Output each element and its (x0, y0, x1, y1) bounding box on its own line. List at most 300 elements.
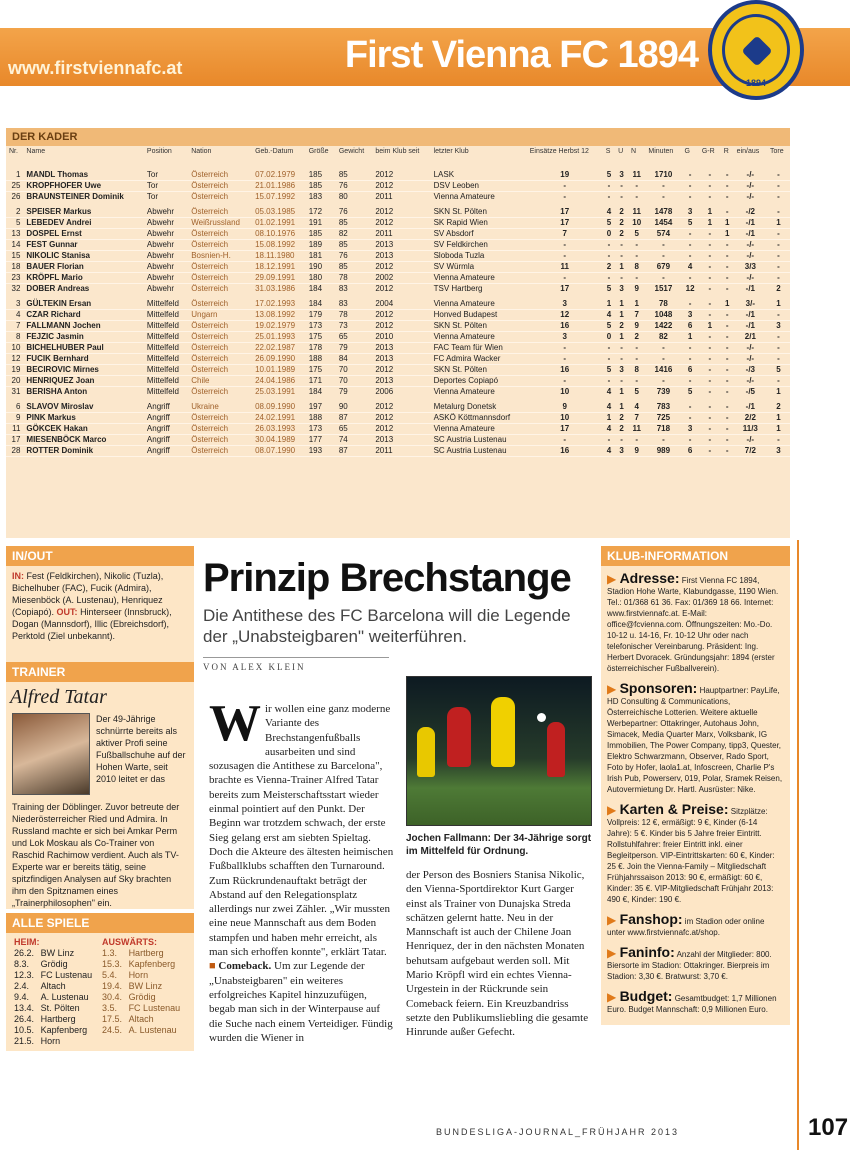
table-cell: - (628, 192, 645, 205)
table-cell: Angriff (144, 400, 188, 413)
dropcap: W (209, 695, 261, 752)
table-cell: - (721, 273, 734, 284)
fixture-row (12, 1036, 188, 1047)
table-cell: 15 (6, 251, 23, 262)
table-cell: 6 (681, 365, 698, 376)
table-cell: Österreich (188, 181, 252, 192)
page-number: 107 (808, 1114, 849, 1141)
table-cell: 184 (306, 387, 336, 400)
table-cell: - (645, 240, 681, 251)
article-subhead: Die Antithese des FC Barcelona will die Legende der „Unabsteigbaren" weiterführen. (203, 606, 571, 646)
table-cell: 80 (336, 192, 372, 205)
table-cell: Österreich (188, 229, 252, 240)
table-cell: - (527, 354, 603, 365)
table-row (6, 170, 790, 181)
table-cell: 2012 (372, 424, 430, 435)
table-cell: 19 (6, 365, 23, 376)
table-cell: - (699, 284, 721, 297)
fixture-cell: Grödig (128, 992, 156, 1002)
table-row (6, 332, 790, 343)
table-cell: 3 (615, 170, 628, 181)
table-cell: 172 (306, 205, 336, 218)
table-cell: 82 (645, 332, 681, 343)
table-cell: - (603, 240, 615, 251)
table-cell: Vienna Amateure (431, 332, 527, 343)
fixture-cell: 3.5. (101, 1003, 117, 1013)
table-cell: - (527, 435, 603, 446)
table-cell: Abwehr (144, 251, 188, 262)
table-cell: -/1 (734, 400, 767, 413)
triangle-icon: ▶ (607, 990, 620, 1004)
table-cell: Tor (144, 192, 188, 205)
table-row (6, 262, 790, 273)
table-cell: - (721, 251, 734, 262)
table-cell: 2 (615, 229, 628, 240)
table-cell: -/1 (734, 310, 767, 321)
fixture-cell: Horn (40, 1036, 61, 1046)
table-cell: 65 (336, 332, 372, 343)
table-cell: 87 (336, 446, 372, 457)
table-cell: 2 (615, 413, 628, 424)
fixture-cell (127, 1036, 188, 1047)
table-cell: 2 (6, 205, 23, 218)
table-cell: 173 (306, 321, 336, 332)
table-cell: 739 (645, 387, 681, 400)
comeback-label: Comeback. (218, 960, 272, 973)
table-cell: - (615, 240, 628, 251)
table-cell: - (767, 376, 790, 387)
table-cell: - (628, 181, 645, 192)
table-cell: PINK Markus (23, 413, 143, 424)
table-cell: - (767, 343, 790, 354)
table-cell: - (699, 424, 721, 435)
table-cell: Abwehr (144, 218, 188, 229)
table-cell: - (767, 310, 790, 321)
table-cell: - (699, 297, 721, 310)
table-cell: 1416 (645, 365, 681, 376)
table-cell: - (699, 273, 721, 284)
table-cell: 79 (336, 387, 372, 400)
table-cell: Österreich (188, 446, 252, 457)
table-cell: Angriff (144, 424, 188, 435)
table-cell: - (699, 192, 721, 205)
table-cell: SKN St. Pölten (431, 365, 527, 376)
club-logo-icon (708, 0, 804, 100)
column-header: Position (146, 148, 172, 155)
table-cell: 19.02.1979 (252, 321, 306, 332)
column-header: beim Klub seit (375, 148, 420, 155)
table-cell: 574 (645, 229, 681, 240)
table-cell: 7 (628, 413, 645, 424)
fixture-cell: 19.4. (101, 981, 123, 991)
table-cell: FAC Team für Wien (431, 343, 527, 354)
table-cell: -/3 (734, 365, 767, 376)
table-cell: - (527, 181, 603, 192)
table-cell: Österreich (188, 354, 252, 365)
club-url[interactable]: www.firstviennafc.at (8, 58, 183, 78)
table-cell: -/2 (734, 205, 767, 218)
article-byline: VON ALEX KLEIN (203, 657, 389, 672)
triangle-icon: ▶ (607, 682, 620, 696)
table-cell: 24.04.1986 (252, 376, 306, 387)
table-cell: - (527, 273, 603, 284)
fixtures-title: ALLE SPIELE (6, 913, 194, 933)
table-cell: TSV Hartberg (431, 284, 527, 297)
table-cell: - (681, 354, 698, 365)
table-cell: 3 (527, 332, 603, 343)
table-cell: 2012 (372, 262, 430, 273)
table-cell: Österreich (188, 424, 252, 435)
table-cell: - (681, 229, 698, 240)
article-headline: Prinzip Brechstange (203, 556, 571, 600)
table-cell: 3 (615, 284, 628, 297)
table-cell: 1048 (645, 310, 681, 321)
table-cell: 5 (603, 321, 615, 332)
column-header: Minuten (648, 148, 674, 155)
table-cell: 70 (336, 365, 372, 376)
table-cell: 9 (6, 413, 23, 424)
fixture-cell: 15.3. (101, 959, 123, 969)
table-row (6, 400, 790, 413)
table-cell: 22.02.1987 (252, 343, 306, 354)
squad-table-box (6, 128, 790, 538)
table-cell: Mittelfeld (144, 310, 188, 321)
table-cell: 8 (628, 262, 645, 273)
table-cell: - (628, 376, 645, 387)
table-cell: SKN St. Pölten (431, 205, 527, 218)
column-header: Tore (769, 148, 784, 155)
fixture-cell: 9.4. (14, 992, 30, 1002)
table-cell: - (628, 240, 645, 251)
table-cell: -/- (734, 376, 767, 387)
table-cell: 1422 (645, 321, 681, 332)
table-cell: Vienna Amateure (431, 297, 527, 310)
table-cell: 76 (336, 205, 372, 218)
fixture-cell: Kapfenberg (40, 1025, 88, 1035)
table-cell: - (721, 181, 734, 192)
fixture-cell: 2.4. (14, 981, 30, 991)
table-cell: - (767, 192, 790, 205)
table-cell: - (681, 376, 698, 387)
journal-footer: BUNDESLIGA-JOURNAL_FRÜHJAHR 2013 (436, 1127, 680, 1137)
table-cell: Österreich (188, 332, 252, 343)
table-cell: - (603, 273, 615, 284)
table-cell: - (721, 400, 734, 413)
table-cell: - (767, 170, 790, 181)
table-cell: 2012 (372, 365, 430, 376)
table-cell: 1 (615, 262, 628, 273)
info-section (607, 680, 784, 795)
table-cell: HENRIQUEZ Joan (23, 376, 143, 387)
table-cell: 01.02.1991 (252, 218, 306, 229)
table-cell: 1 (615, 400, 628, 413)
table-cell: Chile (188, 376, 252, 387)
fixture-cell: FC Lustenau (40, 970, 93, 980)
table-cell: 17 (527, 284, 603, 297)
table-cell: -/- (734, 240, 767, 251)
in-label: IN: (12, 571, 24, 581)
table-cell: - (721, 321, 734, 332)
table-cell: 1454 (645, 218, 681, 229)
table-cell: Vienna Amateure (431, 424, 527, 435)
table-cell: -/- (734, 343, 767, 354)
table-cell: - (681, 273, 698, 284)
table-cell: 73 (336, 321, 372, 332)
table-cell: 25.03.1991 (252, 387, 306, 400)
info-key: Fanshop: (619, 911, 683, 927)
table-cell: - (721, 376, 734, 387)
column-header: G (684, 148, 690, 155)
info-text: im Stadion oder online unter www.firstviennafc.at/shop. (607, 917, 765, 937)
table-cell: Angriff (144, 413, 188, 424)
table-cell: 12 (527, 310, 603, 321)
table-cell: - (721, 262, 734, 273)
table-cell: 2012 (372, 310, 430, 321)
table-cell: 23 (6, 273, 23, 284)
table-cell: 189 (306, 240, 336, 251)
table-row (6, 376, 790, 387)
table-cell: 178 (306, 343, 336, 354)
table-cell: ROTTER Dominik (23, 446, 143, 457)
away-label: AUSWÄRTS: (101, 937, 157, 947)
column-header: Name (26, 148, 46, 155)
fixture-cell: FC Lustenau (128, 1003, 181, 1013)
table-cell: FEST Gunnar (23, 240, 143, 251)
column-header: Größe (308, 148, 329, 155)
table-cell: 5 (628, 229, 645, 240)
table-cell: -/- (734, 170, 767, 181)
table-cell: Österreich (188, 343, 252, 354)
table-cell: 181 (306, 251, 336, 262)
table-cell: 4 (681, 262, 698, 273)
table-cell: BRAUNSTEINER Dominik (23, 192, 143, 205)
inout-body (6, 566, 194, 662)
table-cell: 79 (336, 343, 372, 354)
table-cell: 3 (681, 310, 698, 321)
table-row (6, 365, 790, 376)
table-cell: 2 (767, 284, 790, 297)
table-cell: 1 (767, 218, 790, 229)
table-cell: 2 (603, 262, 615, 273)
table-cell: - (721, 284, 734, 297)
column-header: Geb.-Datum (255, 148, 294, 155)
table-cell: - (603, 181, 615, 192)
table-cell: - (767, 435, 790, 446)
table-cell: 08.09.1990 (252, 400, 306, 413)
table-cell: 2012 (372, 321, 430, 332)
fixture-cell: 1.3. (101, 948, 117, 958)
home-label: HEIM: (14, 937, 40, 947)
table-cell: FUCIK Bernhard (23, 354, 143, 365)
squad-table (6, 146, 790, 457)
fixture-cell: Kapfenberg (128, 959, 176, 969)
club-info-title: KLUB-INFORMATION (601, 546, 790, 566)
table-cell: - (645, 251, 681, 262)
trainer-text-2: Training der Döblinger. Zuvor betreute der Niederösterreicher Ried und Admira. In Russland machte er sich bei Amkar Perm und Lok Moskau als Co-Trainer von Raschid Rachimow verdient. Auch als TV-Experte war er bereits tätig, seine spitzfindigen Analysen auf Sky brachten ihm den Spitznamen eines „Trainerphilosophen" ein. (12, 802, 180, 908)
table-cell: 2 (615, 321, 628, 332)
table-cell: BAUER Florian (23, 262, 143, 273)
table-cell: 173 (306, 424, 336, 435)
fixture-cell: A. Lustenau (128, 1025, 177, 1035)
table-cell: 10.01.1989 (252, 365, 306, 376)
club-info-body (601, 566, 790, 1025)
fixture-cell: 30.4. (101, 992, 123, 1002)
table-cell: - (603, 251, 615, 262)
table-cell: 1 (721, 229, 734, 240)
table-cell: Vienna Amateure (431, 192, 527, 205)
table-cell: Deportes Copiapó (431, 376, 527, 387)
table-cell: 18.11.1980 (252, 251, 306, 262)
info-text: Gesamtbudget: 1,7 Millionen Euro. Budget Mannschaft: 0,9 Millionen Euro. (607, 994, 777, 1014)
column-header: ein/aus (736, 148, 760, 155)
table-cell: - (645, 273, 681, 284)
fixture-cell: 26.4. (14, 1014, 35, 1024)
table-cell: - (681, 240, 698, 251)
article-para-1: ir wollen eine ganz moderne Variante des Brechstangenfußballs ausarbeiten und sind sozusagen die Antithese zu Barcelona", brachte es Vienna-Trainer Alfred Tatar bereits zum Meisterschaftsstart wieder einmal pointiert auf den Punkt. Der Beginn war trotzdem schwach, der erste Sieg gelang erst am siebten Spieltag. Doch die Akteure des ältesten heimischen Fußballklubs schafften den Turnaround. Zum Rückrundenauftakt beträgt der Abstand auf den Relegationsplatz allerdings nur zwei Zähler. „Wir mussten eine neue Mannschaft aus dem Boden stampfen und haben mehr erreicht, als man sich erhoffen konnte", erklärt Tatar. (209, 703, 394, 959)
fixture-cell: Grödig (40, 959, 68, 969)
table-cell: -/1 (734, 321, 767, 332)
column-header: Gewicht (338, 148, 365, 155)
table-cell: - (628, 251, 645, 262)
table-cell: - (767, 354, 790, 365)
table-cell: 05.03.1985 (252, 205, 306, 218)
table-cell: 12 (6, 354, 23, 365)
table-cell: Österreich (188, 284, 252, 297)
table-cell: 3 (615, 365, 628, 376)
table-cell: 3 (767, 321, 790, 332)
table-cell: 13 (6, 229, 23, 240)
table-cell: - (628, 435, 645, 446)
table-cell: LASK (431, 170, 527, 181)
table-cell: 9 (628, 284, 645, 297)
table-cell: 26.09.1990 (252, 354, 306, 365)
table-cell: 4 (603, 387, 615, 400)
table-cell: 4 (603, 400, 615, 413)
table-cell: SKN St. Pölten (431, 321, 527, 332)
table-cell: 171 (306, 376, 336, 387)
table-cell: 11 (527, 262, 603, 273)
table-cell: - (699, 310, 721, 321)
table-cell: 185 (306, 181, 336, 192)
table-cell: DOBER Andreas (23, 284, 143, 297)
table-cell: 7 (527, 229, 603, 240)
table-cell: 2012 (372, 284, 430, 297)
logo-year: 1894 (745, 78, 767, 88)
table-cell: 197 (306, 400, 336, 413)
table-cell: - (721, 413, 734, 424)
table-cell: - (699, 229, 721, 240)
table-cell: -/- (734, 273, 767, 284)
table-cell: - (645, 435, 681, 446)
table-cell: 90 (336, 400, 372, 413)
table-cell: 5 (628, 387, 645, 400)
table-cell: Bosnien-H. (188, 251, 252, 262)
table-cell: 78 (645, 297, 681, 310)
info-key: Adresse: (619, 570, 680, 586)
table-cell: - (615, 343, 628, 354)
table-cell: 83 (336, 284, 372, 297)
table-cell: 2013 (372, 343, 430, 354)
table-cell: 85 (336, 262, 372, 273)
table-cell: Mittelfeld (144, 376, 188, 387)
article-para-3: der Person des Bosniers Stanisa Nikolic, den Vienna-Sportdirektor Kurt Garger einst als Trainer von Dunajska Streda schätzen gelernt hatte. Neu in der Mannschaft ist auch der Chilene Joan Henriquez, der in den nächsten Monaten behutsam aufgebaut werden soll. Mit Mario Kröpfl wird ein echtes Vienna-Urgestein in der Rückrunde sein Comeback feiern. Ein Kreuzbandriss setzte den Publikumsliebling die gesamte Hinrunde außer Gefecht. (406, 869, 589, 1039)
table-row (6, 310, 790, 321)
table-cell: - (681, 251, 698, 262)
table-row (6, 284, 790, 297)
table-cell: 0 (603, 229, 615, 240)
table-cell: 9 (628, 446, 645, 457)
table-cell: 74 (336, 435, 372, 446)
table-body (6, 170, 790, 457)
table-cell: 20 (6, 376, 23, 387)
table-cell: 10 (6, 343, 23, 354)
table-cell: -/- (734, 192, 767, 205)
table-cell: BICHELHUBER Paul (23, 343, 143, 354)
table-cell: 11 (6, 424, 23, 435)
table-cell: 3 (681, 424, 698, 435)
info-section (607, 944, 784, 982)
table-cell: 3 (681, 205, 698, 218)
fixture-cell: 21.5. (14, 1036, 35, 1046)
table-cell: 10 (628, 218, 645, 229)
table-cell: FC Admira Wacker (431, 354, 527, 365)
table-cell: SPEISER Markus (23, 205, 143, 218)
table-cell: 17 (527, 424, 603, 435)
table-cell: - (527, 192, 603, 205)
table-cell: Vienna Amateure (431, 273, 527, 284)
table-cell: Österreich (188, 170, 252, 181)
table-cell: 179 (306, 310, 336, 321)
table-cell: Mittelfeld (144, 297, 188, 310)
table-cell: 4 (603, 310, 615, 321)
table-cell: 1 (615, 310, 628, 321)
out-text: Hinterseer (Innsbruck), Dogan (Mannsdorf), Illic (Ebreichsdorf), Perktold (Ziel unbekannt). (12, 607, 172, 641)
fixture-cell: 10.5. (14, 1025, 35, 1035)
table-cell: 0 (603, 332, 615, 343)
table-cell: - (721, 343, 734, 354)
table-cell: - (699, 343, 721, 354)
table-cell: - (699, 365, 721, 376)
table-cell: 175 (306, 332, 336, 343)
table-cell: 1 (615, 332, 628, 343)
fixture-cell: Hartberg (128, 948, 164, 958)
table-cell: 2/1 (734, 332, 767, 343)
table-cell: KRÖPFL Mario (23, 273, 143, 284)
table-cell: 10 (527, 413, 603, 424)
table-cell: 1 (767, 387, 790, 400)
table-cell: 9 (527, 400, 603, 413)
table-cell: SC Austria Lustenau (431, 435, 527, 446)
fixture-row (12, 1003, 188, 1014)
table-cell: - (645, 376, 681, 387)
table-cell: 26 (6, 192, 23, 205)
table-row (6, 446, 790, 457)
fixture-cell: BW Linz (128, 981, 163, 991)
table-cell: 12 (681, 284, 698, 297)
table-cell: SLAVOV Miroslav (23, 400, 143, 413)
table-cell: 6 (681, 321, 698, 332)
column-header: Nr. (9, 148, 18, 155)
table-cell: 17 (527, 218, 603, 229)
table-cell: 2002 (372, 273, 430, 284)
table-header-row (6, 146, 790, 170)
table-cell: - (645, 192, 681, 205)
table-cell: 1 (603, 297, 615, 310)
table-cell: 5 (6, 218, 23, 229)
table-cell: 1 (721, 297, 734, 310)
triangle-icon: ▶ (607, 946, 620, 960)
table-cell: - (767, 251, 790, 262)
